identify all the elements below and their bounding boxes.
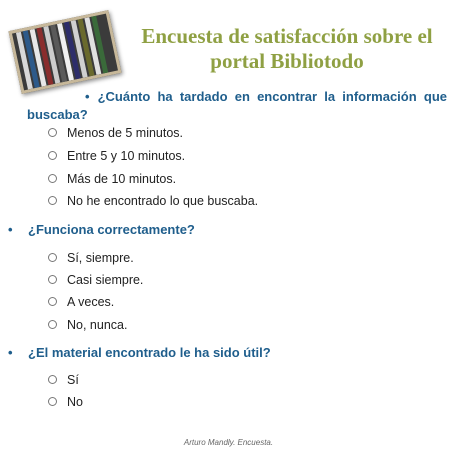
- option-q2-1[interactable]: [48, 251, 134, 265]
- radio-icon[interactable]: [48, 320, 57, 329]
- radio-icon[interactable]: [48, 196, 57, 205]
- image-caption: Arturo Mandly. Encuesta.: [183, 438, 274, 447]
- option-q1-4[interactable]: [48, 194, 258, 208]
- bullet-icon: •: [85, 89, 90, 104]
- option-label: Casi siempre.: [67, 273, 144, 287]
- option-label: Entre 5 y 10 minutos.: [67, 149, 186, 163]
- title-line-1: Encuesta de satisfacción sobre el: [141, 24, 433, 48]
- option-q1-2[interactable]: [48, 149, 185, 163]
- option-label: Más de 10 minutos.: [67, 172, 177, 186]
- option-label: Sí, siempre.: [67, 251, 134, 265]
- radio-icon[interactable]: [48, 174, 57, 183]
- option-label: A veces.: [67, 295, 115, 309]
- radio-icon[interactable]: [48, 375, 57, 384]
- option-label: No: [67, 395, 83, 409]
- bookshelf-photo: [8, 10, 121, 94]
- option-label: Sí: [67, 373, 79, 387]
- radio-icon[interactable]: [48, 397, 57, 406]
- radio-icon[interactable]: [48, 275, 57, 284]
- option-q2-3[interactable]: [48, 295, 114, 309]
- option-label: Menos de 5 minutos.: [67, 126, 184, 140]
- bullet-icon: •: [8, 222, 13, 237]
- radio-icon[interactable]: [48, 128, 57, 137]
- bullet-icon: •: [8, 345, 13, 360]
- radio-icon[interactable]: [48, 151, 57, 160]
- question-1-text: ¿Cuánto ha tardado en encontrar la información que buscaba?: [27, 89, 447, 122]
- option-q3-2[interactable]: [48, 395, 83, 409]
- radio-icon[interactable]: [48, 253, 57, 262]
- option-q1-3[interactable]: [48, 172, 176, 186]
- question-3: [8, 345, 271, 360]
- option-q2-2[interactable]: [48, 273, 143, 287]
- radio-icon[interactable]: [48, 297, 57, 306]
- question-2-text: ¿Funciona correctamente?: [28, 222, 195, 237]
- option-label: No, nunca.: [67, 318, 128, 332]
- question-1: [27, 88, 447, 124]
- question-2: [8, 222, 195, 237]
- title-line-2: portal Bibliotodo: [210, 49, 364, 73]
- page-title: [122, 24, 452, 74]
- question-3-text: ¿El material encontrado le ha sido útil?: [28, 345, 271, 360]
- option-q1-1[interactable]: [48, 126, 183, 140]
- option-q3-1[interactable]: [48, 373, 79, 387]
- option-label: No he encontrado lo que buscaba.: [67, 194, 259, 208]
- option-q2-4[interactable]: [48, 318, 127, 332]
